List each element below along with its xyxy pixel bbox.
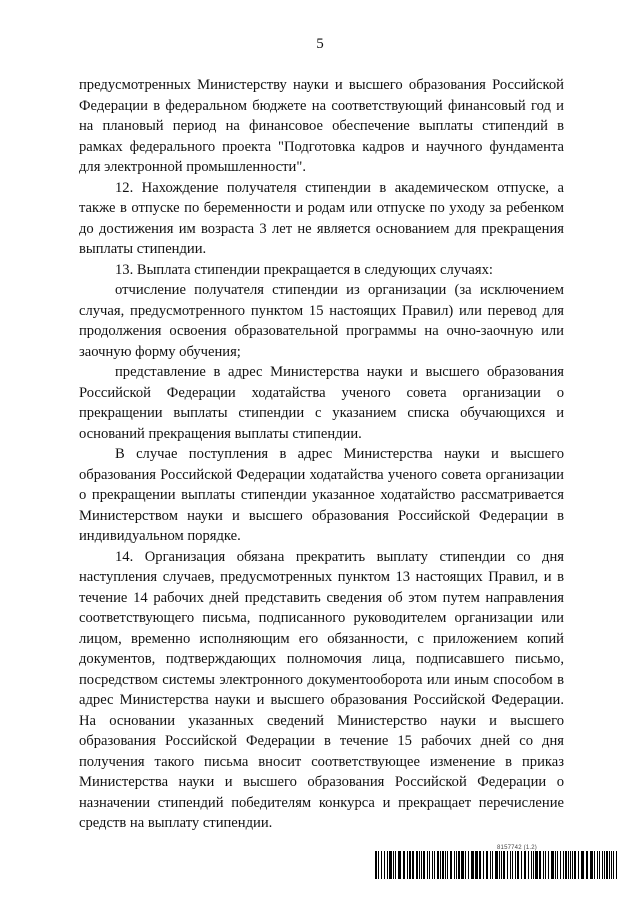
barcode-bar: [495, 851, 498, 879]
barcode-bar: [543, 851, 544, 879]
barcode-bar: [560, 851, 561, 879]
barcode-bar: [510, 851, 511, 879]
barcode-bar: [606, 851, 608, 879]
barcode-bar: [375, 851, 377, 879]
barcode-bar: [465, 851, 466, 879]
barcode-bar: [471, 851, 474, 879]
barcode-bar: [528, 851, 529, 879]
barcode-bar: [572, 851, 573, 879]
barcode-bar: [429, 851, 430, 879]
paragraph: 13. Выплата стипендии прекращается в следующих случаях:: [115, 261, 493, 278]
barcode-bar: [440, 851, 441, 879]
barcode-bar: [531, 851, 532, 879]
barcode-bar: [574, 851, 576, 879]
barcode-bar: [423, 851, 425, 879]
barcode-bar: [557, 851, 558, 879]
barcode-bar: [533, 851, 534, 879]
barcode-bar: [492, 851, 493, 879]
barcode-bar: [611, 851, 612, 879]
barcode-bar: [548, 851, 549, 879]
barcode-bar: [594, 851, 595, 879]
barcode-bar: [445, 851, 446, 879]
barcode-bar: [539, 851, 541, 879]
barcode-bar: [570, 851, 571, 879]
barcode-bar: [384, 851, 385, 879]
barcode-bar: [490, 851, 491, 879]
barcode-bar: [412, 851, 414, 879]
barcode-bar: [378, 851, 379, 879]
barcode-bar: [535, 851, 538, 879]
barcode-bar: [387, 851, 388, 879]
document-body: [79, 75, 564, 834]
barcode-bar: [458, 851, 460, 879]
barcode-bar: [454, 851, 455, 879]
barcode-bar: [434, 851, 435, 879]
barcode-bar: [479, 851, 481, 879]
barcode-bar: [393, 851, 394, 879]
paragraph: предусмотренных Министерству науки и высшего образования Российской Федерации в федеральном бюджете на соответствующий финансовый год и на плановый период на финансовое обеспечение выплаты стипендий в рамках федерального проекта "Подготовка кадров и научного фундамента для электронной промышленности".: [79, 77, 564, 175]
barcode-bar: [427, 851, 428, 879]
barcode-bar: [524, 851, 526, 879]
barcode-bar: [599, 851, 600, 879]
barcode-bar: [521, 851, 522, 879]
barcode-bar: [483, 851, 484, 879]
paragraph: представление в адрес Министерства науки и высшего образования Российской Федерации ходатайства ученого совета организации о прекращении выплаты стипендии с указанием списка обучающихся и оснований прекращения выплаты стипендии.: [79, 364, 564, 442]
barcode-bar: [389, 851, 392, 879]
barcode-bar: [590, 851, 593, 879]
barcode-bar: [515, 851, 516, 879]
barcode-bar: [602, 851, 603, 879]
barcode-bar: [461, 851, 464, 879]
barcode-bar: [468, 851, 469, 879]
barcode-bar: [613, 851, 614, 879]
barcode-bar: [447, 851, 448, 879]
barcode-bar: [409, 851, 411, 879]
barcode-bar: [403, 851, 405, 879]
barcode-bar: [551, 851, 554, 879]
barcode-bar: [609, 851, 610, 879]
barcode-bar: [432, 851, 433, 879]
barcode: [375, 851, 617, 879]
document-code: 8157742 (1.2): [497, 845, 537, 851]
barcode-bar: [499, 851, 500, 879]
barcode-bar: [586, 851, 588, 879]
barcode-bar: [578, 851, 579, 879]
barcode-bar: [565, 851, 567, 879]
barcode-bar: [456, 851, 457, 879]
barcode-bar: [442, 851, 444, 879]
paragraph: В случае поступления в адрес Министерства науки и высшего образования Российской Федерации ходатайства ученого совета организации о прекращении выплаты стипендии указанное ходатайство рассматривается Министерством науки и высшего образования Российской Федерации в индивидуальном порядке.: [79, 446, 564, 544]
barcode-bar: [604, 851, 605, 879]
barcode-bar: [419, 851, 420, 879]
paragraph: 14. Организация обязана прекратить выплату стипендии со дня наступления случаев, предусмотренных пунктом 13 настоящих Правил, и в течение 14 рабочих дней представить сведения об этом путем направления соответствующего письма, подписанного руководителем организации или лицом, временно исполняющим его обязанности, с приложением копий документов, подтверждающих полномочия лица, подписавшего письмо, посредством системы электронного документооборота или иным способом в адрес Министерства науки и высшего образования Российской Федерации. На основании указанных сведений Министерство науки и высшего образования Российской Федерации в течение 15 рабочих дней со дня получения такого письма вносит соответствующее изменение в приказ Министерства науки и высшего образования Российской Федерации о назначении стипендий победителям конкурса и прекращает перечисление средств на выплату стипендии.: [79, 548, 564, 831]
paragraph: 12. Нахождение получателя стипендии в академическом отпуске, а также в отпуске по беременности и родам или отпуске по уходу за ребенком до достижения им возраста 3 лет не является основанием для прекращения выплаты стипендии.: [79, 179, 564, 257]
barcode-bar: [395, 851, 396, 879]
barcode-bar: [416, 851, 418, 879]
barcode-bar: [507, 851, 508, 879]
barcode-bar: [398, 851, 401, 879]
page-number: 5: [316, 36, 324, 52]
barcode-bar: [501, 851, 502, 879]
barcode-bar: [616, 851, 617, 879]
barcode-bar: [407, 851, 408, 879]
barcode-bar: [563, 851, 564, 879]
barcode-bar: [597, 851, 598, 879]
barcode-bar: [437, 851, 439, 879]
barcode-bar: [545, 851, 546, 879]
barcode-bar: [517, 851, 519, 879]
barcode-bar: [581, 851, 584, 879]
barcode-bar: [503, 851, 505, 879]
barcode-bar: [486, 851, 488, 879]
barcode-bar: [512, 851, 513, 879]
barcode-bar: [450, 851, 452, 879]
barcode-bar: [475, 851, 478, 879]
paragraph: отчисление получателя стипендии из организации (за исключением случая, предусмотренного пунктом 15 настоящих Правил) или перевод для продолжения освоения образовательной программы на очно-заочную или заочную форму обучения;: [79, 282, 564, 360]
barcode-bar: [381, 851, 382, 879]
barcode-bar: [568, 851, 569, 879]
barcode-bar: [555, 851, 556, 879]
barcode-bar: [421, 851, 422, 879]
